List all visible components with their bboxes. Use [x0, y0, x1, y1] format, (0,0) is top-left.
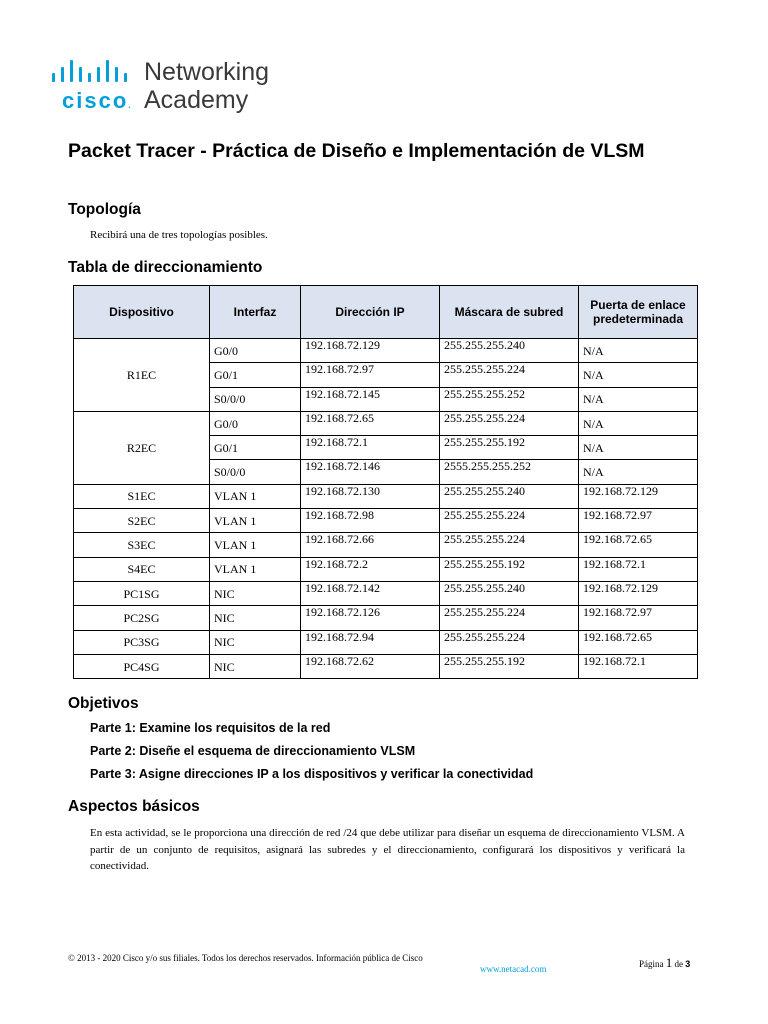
ip-cell: 192.168.72.2 [301, 557, 440, 581]
mask-cell: 255.255.255.240 [440, 339, 579, 363]
page-current: 1 [665, 955, 673, 970]
page-of-label: de [674, 959, 683, 969]
mask-cell: 2555.255.255.252 [440, 460, 579, 484]
ip-cell: 192.168.72.62 [301, 654, 440, 678]
mask-cell: 255.255.255.192 [440, 654, 579, 678]
header-gateway: Puerta de enlace predeterminada [579, 286, 698, 339]
ip-cell: 192.168.72.98 [301, 509, 440, 533]
gateway-cell: 192.168.72.1 [579, 654, 698, 678]
gateway-cell: N/A [579, 436, 698, 460]
gateway-cell: 192.168.72.65 [579, 630, 698, 654]
interface-cell: S0/0/0 [210, 387, 301, 411]
gateway-cell: N/A [579, 411, 698, 435]
interface-cell: S0/0/0 [210, 460, 301, 484]
ip-cell: 192.168.72.130 [301, 484, 440, 508]
cisco-networking-academy-logo [52, 58, 312, 118]
objectives-heading: Objetivos [68, 695, 139, 712]
mask-cell: 255.255.255.240 [440, 581, 579, 605]
interface-cell: NIC [210, 630, 301, 654]
device-cell: PC2SG [74, 606, 210, 630]
ip-cell: 192.168.72.65 [301, 411, 440, 435]
gateway-cell: N/A [579, 460, 698, 484]
header-device: Dispositivo [74, 286, 210, 339]
table-row [74, 606, 698, 630]
table-row [74, 630, 698, 654]
addressing-table [73, 285, 698, 679]
interface-cell: NIC [210, 581, 301, 605]
topology-heading: Topología [68, 201, 141, 218]
mask-cell: 255.255.255.192 [440, 436, 579, 460]
document-title: Packet Tracer - Práctica de Diseño e Implementación de VLSM [68, 140, 645, 162]
ip-cell: 192.168.72.1 [301, 436, 440, 460]
device-cell: R2EC [74, 411, 210, 484]
mask-cell: 255.255.255.192 [440, 557, 579, 581]
ip-cell: 192.168.72.97 [301, 363, 440, 387]
objective-item: Parte 2: Diseñe el esquema de direccionamiento VLSM [90, 744, 416, 758]
background-heading: Aspectos básicos [68, 798, 200, 815]
interface-cell: VLAN 1 [210, 533, 301, 557]
header-ip: Dirección IP [301, 286, 440, 339]
gateway-cell: 192.168.72.97 [579, 509, 698, 533]
device-cell: S1EC [74, 484, 210, 508]
interface-cell: VLAN 1 [210, 557, 301, 581]
ip-cell: 192.168.72.142 [301, 581, 440, 605]
topology-text: Recibirá una de tres topologías posibles. [90, 229, 268, 241]
ip-cell: 192.168.72.94 [301, 630, 440, 654]
gateway-cell: N/A [579, 387, 698, 411]
interface-cell: G0/0 [210, 339, 301, 363]
device-cell: R1EC [74, 339, 210, 412]
mask-cell: 255.255.255.224 [440, 509, 579, 533]
footer-copyright: © 2013 - 2020 Cisco y/o sus filiales. Todos los derechos reservados. Información pública de Cisco [68, 953, 423, 963]
gateway-cell: N/A [579, 339, 698, 363]
page-total: 3 [685, 959, 691, 969]
addressing-heading: Tabla de direccionamiento [68, 259, 263, 276]
gateway-cell: 192.168.72.1 [579, 557, 698, 581]
device-cell: PC1SG [74, 581, 210, 605]
mask-cell: 255.255.255.224 [440, 630, 579, 654]
device-cell: PC4SG [74, 654, 210, 678]
gateway-cell: 192.168.72.65 [579, 533, 698, 557]
gateway-cell: 192.168.72.129 [579, 484, 698, 508]
ip-cell: 192.168.72.146 [301, 460, 440, 484]
device-cell: S3EC [74, 533, 210, 557]
table-row [74, 339, 698, 363]
mask-cell: 255.255.255.224 [440, 411, 579, 435]
header-mask: Máscara de subred [440, 286, 579, 339]
page-label: Página [639, 959, 664, 969]
mask-cell: 255.255.255.224 [440, 363, 579, 387]
gateway-cell: 192.168.72.97 [579, 606, 698, 630]
table-row [74, 484, 698, 508]
table-header-row [74, 286, 698, 339]
interface-cell: G0/1 [210, 436, 301, 460]
table-row [74, 509, 698, 533]
objective-item: Parte 3: Asigne direcciones IP a los dispositivos y verificar la conectividad [90, 767, 534, 781]
mask-cell: 255.255.255.224 [440, 606, 579, 630]
footer-link[interactable]: www.netacad.com [480, 964, 547, 974]
interface-cell: VLAN 1 [210, 484, 301, 508]
device-cell: S4EC [74, 557, 210, 581]
background-paragraph: En esta actividad, se le proporciona una dirección de red /24 que debe utilizar para diseñar un esquema de direccionamiento VLSM. A partir de un conjunto de requisitos, asignará las subredes y el direccionamiento, configurará los dispositivos y verificará la conectividad. [90, 827, 685, 872]
table-row [74, 557, 698, 581]
mask-cell: 255.255.255.252 [440, 387, 579, 411]
mask-cell: 255.255.255.240 [440, 484, 579, 508]
interface-cell: NIC [210, 606, 301, 630]
ip-cell: 192.168.72.129 [301, 339, 440, 363]
academy-line1: Networking [144, 58, 270, 86]
interface-cell: G0/1 [210, 363, 301, 387]
table-row [74, 533, 698, 557]
academy-line2: Academy [144, 86, 249, 114]
header-interface: Interfaz [210, 286, 301, 339]
device-cell: S2EC [74, 509, 210, 533]
ip-cell: 192.168.72.126 [301, 606, 440, 630]
ip-cell: 192.168.72.66 [301, 533, 440, 557]
cisco-bars-icon [52, 60, 142, 82]
page-number [639, 955, 690, 971]
interface-cell: NIC [210, 654, 301, 678]
table-row [74, 654, 698, 678]
gateway-cell: 192.168.72.129 [579, 581, 698, 605]
gateway-cell: N/A [579, 363, 698, 387]
cisco-wordmark: cisco. [62, 88, 131, 113]
table-row [74, 411, 698, 435]
interface-cell: G0/0 [210, 411, 301, 435]
mask-cell: 255.255.255.224 [440, 533, 579, 557]
ip-cell: 192.168.72.145 [301, 387, 440, 411]
device-cell: PC3SG [74, 630, 210, 654]
objective-item: Parte 1: Examine los requisitos de la red [90, 721, 331, 735]
interface-cell: VLAN 1 [210, 509, 301, 533]
table-row [74, 581, 698, 605]
